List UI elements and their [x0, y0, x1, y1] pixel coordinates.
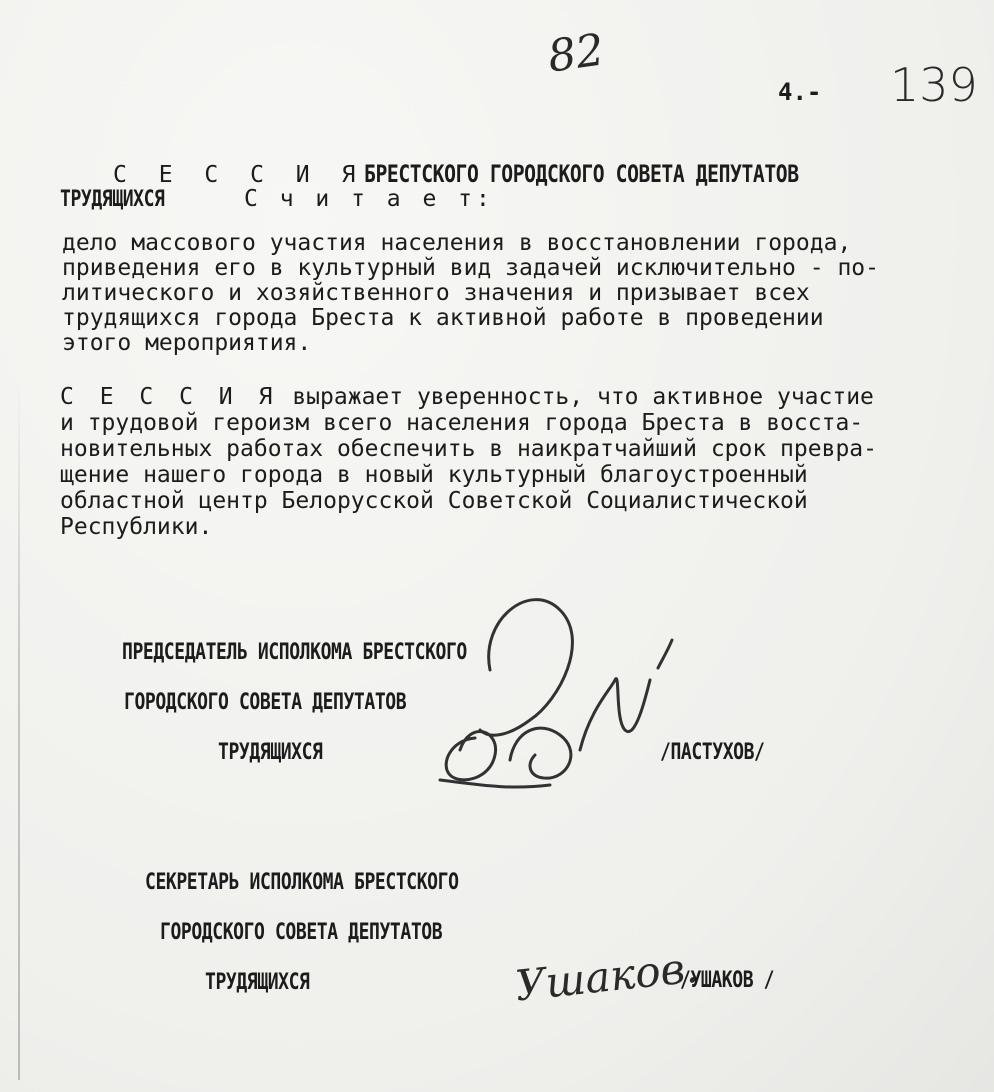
- secretary-name: /УШАКОВ /: [680, 968, 775, 993]
- handwritten-number: 82: [544, 24, 608, 83]
- secretary-handwritten-signature: Ушаков.: [512, 942, 701, 1011]
- chairman-name: /ПАСТУХОВ/: [660, 740, 765, 765]
- p2-first-line-rest: выражает уверенность, что активное участие: [292, 384, 874, 410]
- title-line-2: [60, 186, 494, 212]
- p2-line-1: [60, 384, 874, 410]
- chairman-title-line-1: ПРЕДСЕДАТЕЛЬ ИСПОЛКОМА БРЕСТСКОГО: [122, 640, 467, 665]
- p1-line-4: трудящихся города Бреста к активной работе в проведении: [62, 305, 824, 331]
- secretary-title-line-1: СЕКРЕТАРЬ ИСПОЛКОМА БРЕСТСКОГО: [145, 870, 459, 895]
- p2-line-6: Республики.: [60, 514, 213, 540]
- page-marker: 4.-: [778, 78, 822, 106]
- p2-session-spaced: С Е С С И Я: [60, 384, 279, 410]
- p2-line-3: новительных работах обеспечить в наикратчайший срок превра-: [60, 436, 877, 462]
- p1-line-5: этого мероприятия.: [62, 330, 312, 356]
- chairman-title-line-2: ГОРОДСКОГО СОВЕТА ДЕПУТАТОВ: [124, 690, 407, 715]
- title-considers: С ч и т а е т:: [244, 186, 494, 212]
- secretary-title-line-2: ГОРОДСКОГО СОВЕТА ДЕПУТАТОВ: [160, 920, 443, 945]
- p1-line-1: дело массового участия населения в восстановлении города,: [62, 230, 852, 256]
- scan-margin-line: [18, 380, 20, 1080]
- secretary-title-line-3: ТРУДЯЩИХСЯ: [205, 970, 310, 995]
- title-session-spaced: С Е С С И Я: [113, 162, 365, 188]
- title-council-name: БРЕСТСКОГО ГОРОДСКОГО СОВЕТА ДЕПУТАТОВ: [364, 160, 799, 188]
- archive-page-number: 139: [890, 58, 978, 112]
- p2-line-4: щение нашего города в новый культурный благоустроенный: [60, 462, 808, 488]
- p2-line-2: и трудовой героизм всего населения города Бреста в восста-: [60, 410, 864, 436]
- title-line-1: [113, 160, 894, 188]
- chairman-signature-icon: [420, 580, 680, 810]
- p2-line-5: областной центр Белорусской Советской Социалистической: [60, 488, 808, 514]
- p1-line-2: приведения его в культурный вид задачей исключительно - по-: [62, 255, 879, 281]
- title-workers: ТРУДЯЩИХСЯ: [60, 187, 165, 212]
- chairman-title-line-3: ТРУДЯЩИХСЯ: [218, 740, 323, 765]
- p1-line-3: литического и хозяйственного значения и призывает всех: [62, 280, 810, 306]
